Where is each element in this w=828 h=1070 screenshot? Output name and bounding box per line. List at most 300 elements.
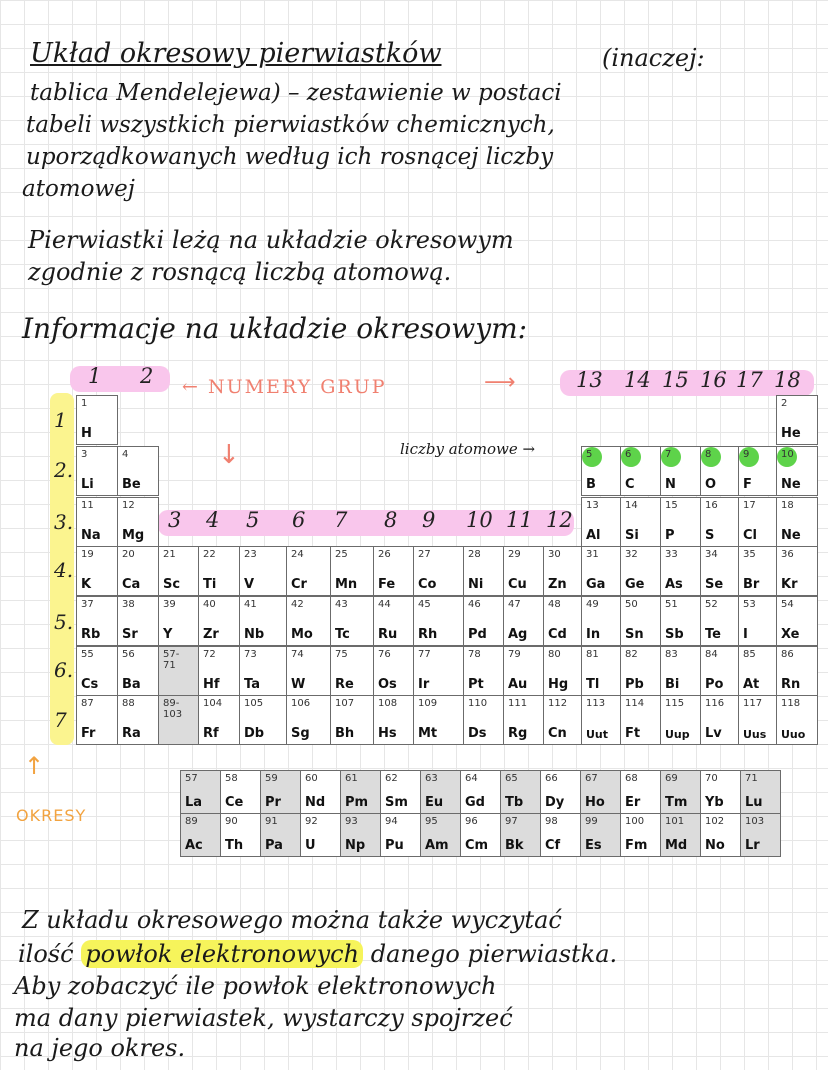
element-symbol: Rn bbox=[781, 677, 801, 692]
atomic-number: 112 bbox=[548, 698, 568, 709]
f-block-cell bbox=[540, 813, 581, 857]
atomic-number: 2 bbox=[781, 398, 788, 409]
right-arrow-icon: ⟶ bbox=[484, 370, 516, 395]
atomic-number: 76 bbox=[378, 649, 391, 660]
element-cell bbox=[239, 596, 287, 646]
element-cell bbox=[76, 546, 118, 596]
atomic-number: 118 bbox=[781, 698, 801, 709]
atomic-number: 49 bbox=[586, 599, 599, 610]
element-cell bbox=[330, 596, 374, 646]
f-block-cell bbox=[460, 813, 501, 857]
element-symbol: Rh bbox=[418, 627, 438, 642]
element-cell bbox=[660, 646, 701, 696]
atomic-number: 115 bbox=[665, 698, 685, 709]
element-symbol: Os bbox=[378, 677, 397, 692]
atomic-number: 85 bbox=[743, 649, 756, 660]
atomic-number: 98 bbox=[545, 816, 558, 827]
atomic-number: 10 bbox=[781, 449, 794, 460]
element-symbol: Ge bbox=[625, 577, 645, 592]
highlight-electron-shells: powłok elektronowych bbox=[81, 940, 363, 968]
element-symbol: Md bbox=[665, 838, 688, 853]
element-cell bbox=[286, 646, 331, 696]
element-symbol: Ra bbox=[122, 726, 141, 741]
element-symbol: Mg bbox=[122, 528, 145, 543]
atomic-number: 17 bbox=[743, 500, 756, 511]
element-cell bbox=[413, 695, 464, 745]
atomic-number: 89 bbox=[185, 816, 198, 827]
group-label-1: 1 bbox=[88, 364, 102, 388]
element-cell bbox=[738, 546, 777, 596]
element-symbol: Rg bbox=[508, 726, 528, 741]
element-symbol: Fm bbox=[625, 838, 648, 853]
period-label: 5. bbox=[54, 610, 74, 634]
element-symbol: Lr bbox=[745, 838, 760, 853]
f-block-cell bbox=[300, 770, 341, 814]
element-symbol: Ac bbox=[185, 838, 203, 853]
element-cell bbox=[700, 646, 739, 696]
atomic-number: 71 bbox=[745, 773, 758, 784]
atomic-number: 81 bbox=[586, 649, 599, 660]
element-symbol: Ft bbox=[625, 726, 641, 741]
element-cell bbox=[286, 695, 331, 745]
bottom-line-2 bbox=[18, 940, 617, 968]
period-label: 1 bbox=[54, 408, 67, 432]
element-symbol: H bbox=[81, 426, 92, 441]
atomic-number: 88 bbox=[122, 698, 135, 709]
element-symbol: Dy bbox=[545, 795, 565, 810]
atomic-number: 38 bbox=[122, 599, 135, 610]
element-symbol: Nd bbox=[305, 795, 326, 810]
element-cell bbox=[660, 546, 701, 596]
element-symbol: Yb bbox=[705, 795, 724, 810]
atomic-number: 3 bbox=[81, 449, 88, 460]
arrow-right-icon: → bbox=[517, 440, 536, 458]
element-symbol: F bbox=[743, 477, 752, 492]
element-symbol: Fr bbox=[81, 726, 96, 741]
element-cell bbox=[543, 695, 582, 745]
element-cell bbox=[700, 596, 739, 646]
atomic-number: 67 bbox=[585, 773, 598, 784]
atomic-number: 63 bbox=[425, 773, 438, 784]
element-symbol: Li bbox=[81, 477, 94, 492]
element-cell bbox=[620, 646, 661, 696]
atomic-number: 15 bbox=[665, 500, 678, 511]
element-cell bbox=[463, 695, 504, 745]
atomic-number: 86 bbox=[781, 649, 794, 660]
element-cell bbox=[76, 497, 118, 547]
f-block-cell bbox=[220, 813, 261, 857]
element-symbol: Cm bbox=[465, 838, 489, 853]
element-symbol: U bbox=[305, 838, 316, 853]
element-symbol: Ds bbox=[468, 726, 487, 741]
element-symbol: Cd bbox=[548, 627, 567, 642]
period-label: 2. bbox=[54, 458, 74, 482]
heading-line-3: uporządkowanych według ich rosnącej liczby bbox=[26, 144, 554, 170]
atomic-number: 87 bbox=[81, 698, 94, 709]
element-cell bbox=[776, 596, 818, 646]
element-symbol: Th bbox=[225, 838, 244, 853]
element-cell bbox=[700, 546, 739, 596]
atomic-number: 39 bbox=[163, 599, 176, 610]
atomic-number: 80 bbox=[548, 649, 561, 660]
f-block-cell bbox=[660, 813, 701, 857]
atomic-number: 94 bbox=[385, 816, 398, 827]
element-symbol: Pt bbox=[468, 677, 484, 692]
f-block-cell bbox=[260, 770, 301, 814]
atomic-number: 47 bbox=[508, 599, 521, 610]
element-cell bbox=[463, 596, 504, 646]
element-symbol: Ga bbox=[586, 577, 606, 592]
element-symbol: Be bbox=[122, 477, 141, 492]
element-cell bbox=[198, 646, 240, 696]
atomic-number: 14 bbox=[625, 500, 638, 511]
atomic-number: 61 bbox=[345, 773, 358, 784]
atomic-number: 92 bbox=[305, 816, 318, 827]
bottom-line-1: Z układu okresowego można także wyczytać bbox=[22, 906, 562, 934]
group-label: 7 bbox=[334, 508, 348, 532]
element-symbol: Ne bbox=[781, 528, 801, 543]
atomic-number: 11 bbox=[81, 500, 94, 511]
atomic-number: 27 bbox=[418, 549, 431, 560]
element-symbol: Kr bbox=[781, 577, 798, 592]
element-symbol: I bbox=[743, 627, 748, 642]
atomic-number: 9 bbox=[743, 449, 750, 460]
atomic-number: 31 bbox=[586, 549, 599, 560]
group-label: 17 bbox=[736, 368, 763, 392]
atomic-number: 54 bbox=[781, 599, 794, 610]
element-cell bbox=[239, 546, 287, 596]
element-cell bbox=[700, 497, 739, 547]
atomic-number: 22 bbox=[203, 549, 216, 560]
f-block-cell bbox=[580, 770, 621, 814]
element-cell bbox=[620, 446, 661, 496]
element-cell bbox=[158, 596, 199, 646]
f-block-cell bbox=[300, 813, 341, 857]
element-cell bbox=[581, 646, 621, 696]
atomic-number: 37 bbox=[81, 599, 94, 610]
atomic-number: 45 bbox=[418, 599, 431, 610]
group-label: 4 bbox=[206, 508, 220, 532]
element-symbol: Po bbox=[705, 677, 724, 692]
element-symbol: Xe bbox=[781, 627, 800, 642]
atomic-number: 58 bbox=[225, 773, 238, 784]
atomic-number: 35 bbox=[743, 549, 756, 560]
element-cell bbox=[776, 646, 818, 696]
atomic-number: 89- 103 bbox=[163, 698, 183, 720]
element-symbol: Cn bbox=[548, 726, 567, 741]
element-cell bbox=[198, 546, 240, 596]
element-symbol: Tb bbox=[505, 795, 524, 810]
element-symbol: Mt bbox=[418, 726, 438, 741]
group-label: 14 bbox=[624, 368, 651, 392]
element-symbol: B bbox=[586, 477, 596, 492]
atomic-number: 57 bbox=[185, 773, 198, 784]
atomic-number: 1 bbox=[81, 398, 88, 409]
period-label: 3. bbox=[54, 510, 74, 534]
atomic-number: 105 bbox=[244, 698, 264, 709]
atomic-number: 104 bbox=[203, 698, 223, 709]
down-arrow-icon: ↓ bbox=[218, 440, 240, 470]
element-cell bbox=[738, 446, 777, 496]
element-cell bbox=[543, 646, 582, 696]
element-symbol: Pm bbox=[345, 795, 369, 810]
element-symbol: Pd bbox=[468, 627, 487, 642]
period-label: 4. bbox=[54, 558, 74, 582]
f-block-cell bbox=[180, 770, 221, 814]
element-symbol: At bbox=[743, 677, 760, 692]
atomic-number: 65 bbox=[505, 773, 518, 784]
element-symbol: Mo bbox=[291, 627, 313, 642]
element-cell bbox=[239, 695, 287, 745]
atomic-number: 26 bbox=[378, 549, 391, 560]
f-block-cell bbox=[180, 813, 221, 857]
atomic-number: 91 bbox=[265, 816, 278, 827]
element-cell bbox=[738, 646, 777, 696]
element-symbol: Ca bbox=[122, 577, 141, 592]
element-cell bbox=[738, 497, 777, 547]
group-label: 11 bbox=[506, 508, 533, 532]
atomic-number: 4 bbox=[122, 449, 129, 460]
element-cell bbox=[463, 646, 504, 696]
element-symbol: Db bbox=[244, 726, 265, 741]
atomic-number: 70 bbox=[705, 773, 718, 784]
element-cell bbox=[700, 695, 739, 745]
element-symbol: Bh bbox=[335, 726, 355, 741]
element-symbol: Uuo bbox=[781, 728, 806, 741]
element-cell bbox=[373, 596, 414, 646]
group-label: 15 bbox=[662, 368, 689, 392]
element-cell bbox=[738, 695, 777, 745]
element-symbol: Ir bbox=[418, 677, 430, 692]
atomic-number: 36 bbox=[781, 549, 794, 560]
atomic-number: 74 bbox=[291, 649, 304, 660]
element-symbol: V bbox=[244, 577, 255, 592]
element-symbol: P bbox=[665, 528, 675, 543]
element-cell bbox=[776, 446, 818, 496]
element-symbol: Bk bbox=[505, 838, 524, 853]
element-cell bbox=[117, 546, 159, 596]
f-block-cell bbox=[500, 770, 541, 814]
atomic-number: 24 bbox=[291, 549, 304, 560]
element-cell bbox=[158, 546, 199, 596]
group-label: 9 bbox=[422, 508, 436, 532]
atomic-number: 21 bbox=[163, 549, 176, 560]
element-symbol: No bbox=[705, 838, 725, 853]
f-block-cell bbox=[420, 813, 461, 857]
element-cell bbox=[776, 546, 818, 596]
element-symbol: Fe bbox=[378, 577, 396, 592]
atomic-number: 79 bbox=[508, 649, 521, 660]
element-cell bbox=[503, 695, 544, 745]
element-symbol: Hf bbox=[203, 677, 220, 692]
element-symbol: Ne bbox=[781, 477, 801, 492]
element-cell bbox=[373, 695, 414, 745]
atomic-number: 101 bbox=[665, 816, 685, 827]
atomic-number: 99 bbox=[585, 816, 598, 827]
element-cell bbox=[76, 596, 118, 646]
element-symbol: Rb bbox=[81, 627, 101, 642]
element-symbol: Bi bbox=[665, 677, 680, 692]
group-band-left bbox=[70, 366, 170, 392]
heading-line-4: atomowej bbox=[22, 176, 135, 202]
element-cell bbox=[503, 596, 544, 646]
f-block-cell bbox=[340, 770, 381, 814]
f-block-cell bbox=[660, 770, 701, 814]
group-label: 13 bbox=[576, 368, 603, 392]
element-symbol: Cl bbox=[743, 528, 757, 543]
f-block-cell bbox=[340, 813, 381, 857]
element-symbol: N bbox=[665, 477, 676, 492]
atomic-number: 43 bbox=[335, 599, 348, 610]
atomic-number: 19 bbox=[81, 549, 94, 560]
element-cell bbox=[413, 546, 464, 596]
period-label: 6. bbox=[54, 658, 74, 682]
element-cell bbox=[776, 395, 818, 445]
atomic-number: 55 bbox=[81, 649, 94, 660]
element-symbol: Si bbox=[625, 528, 639, 543]
bottom-line-3: Aby zobaczyć ile powłok elektronowych bbox=[14, 972, 497, 1000]
atomic-number: 23 bbox=[244, 549, 257, 560]
element-symbol: Uus bbox=[743, 728, 767, 741]
atomic-number: 46 bbox=[468, 599, 481, 610]
element-cell bbox=[581, 497, 621, 547]
atomic-number: 77 bbox=[418, 649, 431, 660]
atomic-number: 64 bbox=[465, 773, 478, 784]
element-symbol: Uup bbox=[665, 728, 690, 741]
element-cell bbox=[620, 596, 661, 646]
element-symbol: In bbox=[586, 627, 601, 642]
element-symbol: Br bbox=[743, 577, 760, 592]
period-label: 7 bbox=[54, 708, 67, 732]
bottom-line-2-pre: ilość bbox=[18, 940, 74, 968]
group-label: 10 bbox=[466, 508, 493, 532]
element-symbol: Sb bbox=[665, 627, 684, 642]
atomic-number: 40 bbox=[203, 599, 216, 610]
atomic-number: 82 bbox=[625, 649, 638, 660]
element-symbol: Ho bbox=[585, 795, 605, 810]
element-symbol: Gd bbox=[465, 795, 485, 810]
element-symbol: Re bbox=[335, 677, 354, 692]
atomic-number: 103 bbox=[745, 816, 765, 827]
element-cell bbox=[700, 446, 739, 496]
element-cell bbox=[660, 497, 701, 547]
atomic-number: 69 bbox=[665, 773, 678, 784]
group-label-2: 2 bbox=[140, 364, 154, 388]
atomic-number: 113 bbox=[586, 698, 606, 709]
group-label: 12 bbox=[546, 508, 573, 532]
element-symbol: Cs bbox=[81, 677, 99, 692]
element-symbol: Np bbox=[345, 838, 366, 853]
atomic-number: 114 bbox=[625, 698, 645, 709]
element-symbol: He bbox=[781, 426, 801, 441]
atomic-number: 90 bbox=[225, 816, 238, 827]
element-symbol: As bbox=[665, 577, 683, 592]
element-symbol: Cf bbox=[545, 838, 561, 853]
atomic-number: 51 bbox=[665, 599, 678, 610]
atomic-number: 30 bbox=[548, 549, 561, 560]
atomic-number: 100 bbox=[625, 816, 645, 827]
element-cell bbox=[198, 596, 240, 646]
f-block-cell bbox=[220, 770, 261, 814]
atomic-numbers-label bbox=[400, 440, 535, 458]
f-block-cell bbox=[700, 770, 741, 814]
element-symbol: Ta bbox=[244, 677, 260, 692]
atomic-number: 8 bbox=[705, 449, 712, 460]
element-symbol: Y bbox=[163, 627, 173, 642]
atomic-number: 34 bbox=[705, 549, 718, 560]
group-label: 3 bbox=[168, 508, 182, 532]
element-symbol: Er bbox=[625, 795, 641, 810]
element-symbol: Cr bbox=[291, 577, 307, 592]
page-title: Układ okresowy pierwiastków bbox=[30, 38, 442, 69]
element-symbol: Sc bbox=[163, 577, 181, 592]
group-label: 16 bbox=[700, 368, 727, 392]
atomic-number: 41 bbox=[244, 599, 257, 610]
element-symbol: Zr bbox=[203, 627, 219, 642]
left-arrow-icon: ← bbox=[182, 376, 200, 398]
element-cell bbox=[543, 596, 582, 646]
atomic-number: 52 bbox=[705, 599, 718, 610]
atomic-number: 42 bbox=[291, 599, 304, 610]
group-label: 8 bbox=[384, 508, 398, 532]
element-cell bbox=[776, 695, 818, 745]
element-symbol: W bbox=[291, 677, 306, 692]
element-cell bbox=[581, 546, 621, 596]
atomic-number: 16 bbox=[705, 500, 718, 511]
atomic-number: 108 bbox=[378, 698, 398, 709]
element-cell bbox=[413, 596, 464, 646]
atomic-number: 93 bbox=[345, 816, 358, 827]
element-cell bbox=[581, 446, 621, 496]
atomic-number: 13 bbox=[586, 500, 599, 511]
heading-line-1: tablica Mendelejewa) – zestawienie w postaci bbox=[30, 80, 562, 106]
atomic-number: 20 bbox=[122, 549, 135, 560]
group-label: 5 bbox=[246, 508, 260, 532]
element-cell bbox=[158, 695, 199, 745]
element-symbol: Es bbox=[585, 838, 602, 853]
element-cell bbox=[158, 646, 199, 696]
f-block-cell bbox=[380, 813, 421, 857]
element-symbol: Cu bbox=[508, 577, 527, 592]
element-cell bbox=[198, 695, 240, 745]
atomic-number: 72 bbox=[203, 649, 216, 660]
atomic-number: 28 bbox=[468, 549, 481, 560]
element-cell bbox=[581, 596, 621, 646]
element-symbol: Zn bbox=[548, 577, 567, 592]
f-block-cell bbox=[420, 770, 461, 814]
atomic-number: 18 bbox=[781, 500, 794, 511]
element-symbol: Ba bbox=[122, 677, 141, 692]
element-cell bbox=[413, 646, 464, 696]
f-block-cell bbox=[740, 813, 781, 857]
atomic-number: 96 bbox=[465, 816, 478, 827]
element-cell bbox=[581, 695, 621, 745]
element-cell bbox=[117, 497, 159, 547]
atomic-number: 68 bbox=[625, 773, 638, 784]
atomic-number: 59 bbox=[265, 773, 278, 784]
element-symbol: Sm bbox=[385, 795, 408, 810]
element-symbol: K bbox=[81, 577, 92, 592]
element-symbol: Tm bbox=[665, 795, 688, 810]
atomic-number: 29 bbox=[508, 549, 521, 560]
element-cell bbox=[76, 446, 118, 496]
f-block-cell bbox=[700, 813, 741, 857]
element-cell bbox=[286, 546, 331, 596]
atomic-number: 106 bbox=[291, 698, 311, 709]
element-cell bbox=[660, 695, 701, 745]
para2-line-2: zgodnie z rosnącą liczbą atomową. bbox=[28, 258, 452, 286]
atomic-numbers-label-text: liczby atomowe bbox=[400, 440, 518, 458]
